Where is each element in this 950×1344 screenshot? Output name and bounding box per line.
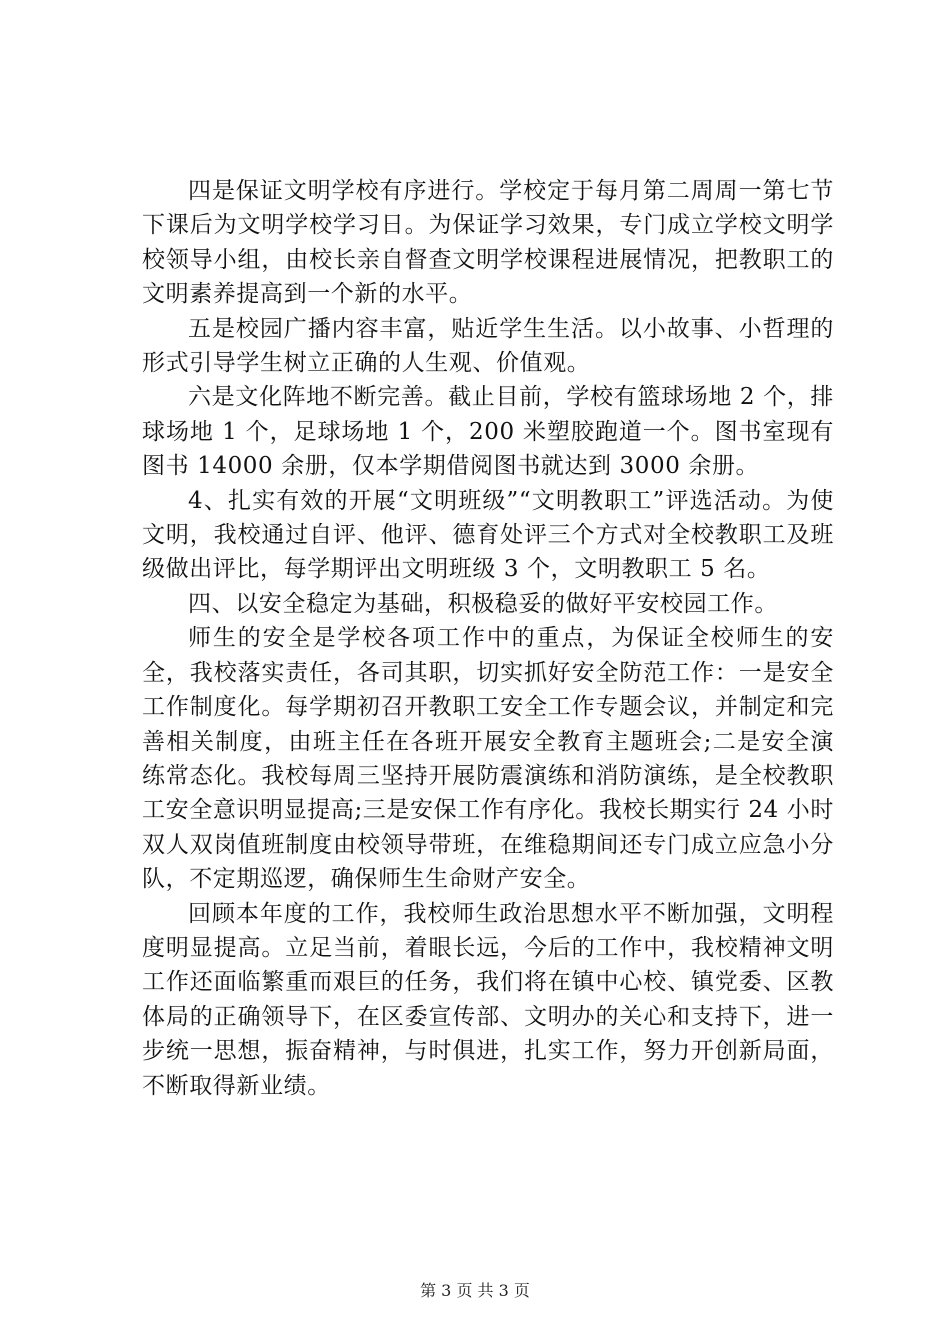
paragraph: 回顾本年度的工作，我校师生政治思想水平不断加强，文明程度明显提高。立足当前，着眼长远，今后的工作中，我校精神文明工作还面临繁重而艰巨的任务，我们将在镇中心校、镇党委、区教体局的正确领导下，在区委宣传部、文明办的关心和支持下，进一步统一思想，振奋精神，与时俱进，扎实工作，努力开创新局面，不断取得新业绩。 — [142, 900, 834, 1099]
paragraph: 师生的安全是学校各项工作中的重点，为保证全校师生的安全，我校落实责任，各司其职，切实抓好安全防范工作：一是安全工作制度化。每学期初召开教职工安全工作专题会议，并制定和完善相关制度，由班主任在各班开展安全教育主题班会;二是安全演练常态化。我校每周三坚持开展防震演练和消防演练，是全校教职工安全意识明显提高;三是安保工作有序化。我校长期实行 24 小时双人双岗值班制度由校领导带班，在维稳期间还专门成立应急小分队，不定期巡逻，确保师生生命财产安全。 — [142, 625, 834, 893]
page-footer — [0, 1281, 950, 1301]
paragraph: 四是保证文明学校有序进行。学校定于每月第二周周一第七节下课后为文明学校学习日。为保证学习效果，专门成立学校文明学校领导小组，由校长亲自督查文明学校课程进展情况，把教职工的文明素养提高到一个新的水平。 — [142, 178, 834, 308]
document-body — [142, 174, 834, 1103]
paragraph: 六是文化阵地不断完善。截止目前，学校有篮球场地 2 个，排球场地 1 个，足球场地 1 个，200 米塑胶跑道一个。图书室现有图书 14000 余册，仅本学期借阅图书就达到 3000 余册。 — [142, 384, 834, 480]
page-number: 第 3 页 共 3 页 — [420, 1281, 530, 1300]
paragraph: 五是校园广播内容丰富，贴近学生生活。以小故事、小哲理的形式引导学生树立正确的人生观、价值观。 — [142, 315, 834, 377]
section-heading: 四、以安全稳定为基础，积极稳妥的做好平安校园工作。 — [188, 590, 778, 617]
paragraph: 4、扎实有效的开展“文明班级”“文明教职工”评选活动。为使文明，我校通过自评、他评、德育处评三个方式对全校教职工及班级做出评比，每学期评出文明班级 3 个，文明教职工 5 名。 — [142, 487, 834, 583]
